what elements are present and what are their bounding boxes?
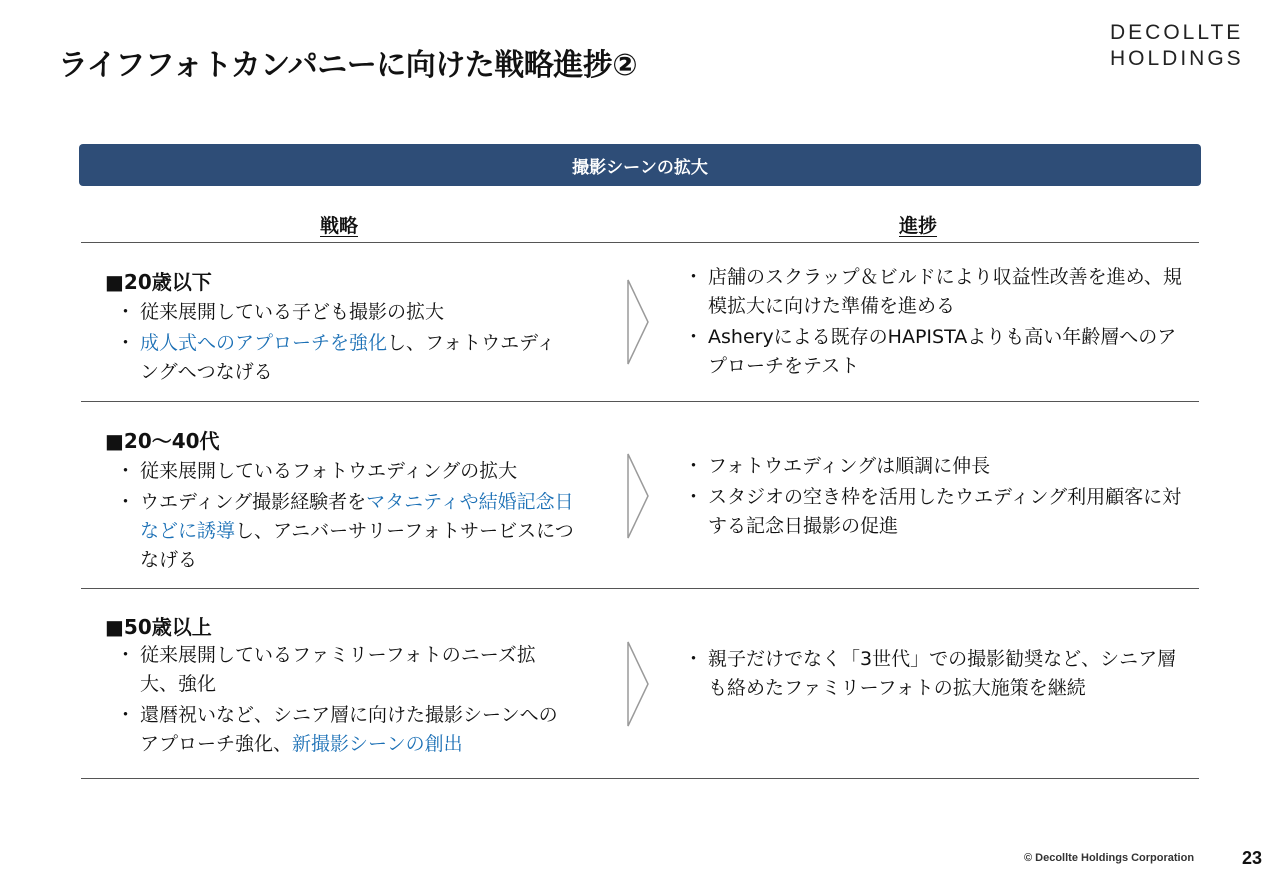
page-number: 23 — [1242, 848, 1263, 868]
strategy-bullet — [120, 701, 570, 759]
progress-bullet: ・ スタジオの空き枠を活用したウエディング利用顧客に対する記念日撮影の促進 — [688, 483, 1188, 541]
strategy-list — [120, 641, 570, 761]
progress-list — [688, 645, 1188, 705]
section-banner-label: 撮影シーンの拡大 — [572, 157, 708, 178]
divider-bottom — [81, 778, 1199, 779]
logo-line-1: DECOLLTE — [1110, 21, 1244, 44]
progress-bullet: ・ 親子だけでなく「3世代」での撮影勧奨など、シニア層も絡めたファミリーフォトの拡大施策を継続 — [688, 645, 1188, 703]
progress-bullet: ・ 店舗のスクラップ＆ビルドにより収益性改善を進め、規模拡大に向けた準備を進める — [688, 263, 1188, 321]
segment-heading: ■20～40代 — [105, 429, 220, 453]
segment-heading: ■20歳以下 — [105, 270, 212, 294]
progress-bullet: ・ Asheryによる既存のHAPISTAよりも高い年齢層へのアプローチをテスト — [688, 323, 1188, 381]
progress-list — [688, 452, 1188, 543]
chevron-right-icon — [627, 641, 649, 727]
strategy-bullet — [120, 298, 570, 327]
progress-bullet: ・ フォトウエディングは順調に伸長 — [688, 452, 1188, 481]
divider-top — [81, 242, 1199, 243]
segment-heading: ■50歳以上 — [105, 615, 212, 639]
company-logo — [1110, 20, 1270, 72]
divider-row-2 — [81, 588, 1199, 589]
bullet-text: し、アニバーサリーフォトサービスにつなげる — [140, 520, 574, 571]
strategy-bullet — [120, 641, 570, 699]
logo-line-2: HOLDINGS — [1110, 47, 1244, 70]
copyright-footer: © Decollte Holdings Corporation — [1024, 852, 1195, 864]
strategy-bullet — [120, 488, 580, 575]
strategy-list — [120, 457, 580, 577]
bullet-text: 従来展開している子ども撮影の拡大 — [140, 301, 445, 323]
progress-list — [688, 263, 1188, 383]
column-header-strategy: 戦略 — [320, 215, 359, 237]
bullet-text: 従来展開しているファミリーフォトのニーズ拡大、強化 — [140, 644, 536, 695]
bullet-text: 従来展開しているフォトウエディングの拡大 — [140, 460, 518, 482]
strategy-bullet — [120, 457, 580, 486]
highlighted-text: 成人式へのアプローチを強化 — [140, 332, 388, 354]
column-header-progress: 進捗 — [899, 215, 938, 237]
bullet-text: ウエディング撮影経験者を — [140, 491, 367, 513]
strategy-list — [120, 298, 570, 389]
highlighted-text: マタニティや結婚記念日などに誘導 — [140, 491, 574, 542]
chevron-right-icon — [627, 279, 649, 365]
page-title: ライフフォトカンパニーに向けた戦略進捗② — [58, 48, 638, 83]
bullet-text: 還暦祝いなど、シニア層に向けた撮影シーンへのアプローチ強化、 — [140, 704, 558, 755]
bullet-text: し、フォトウエディングへつなげる — [140, 332, 556, 383]
highlighted-text: 新撮影シーンの創出 — [292, 733, 463, 755]
strategy-bullet — [120, 329, 570, 387]
section-banner — [79, 144, 1201, 186]
chevron-right-icon — [627, 453, 649, 539]
divider-row-1 — [81, 401, 1199, 402]
